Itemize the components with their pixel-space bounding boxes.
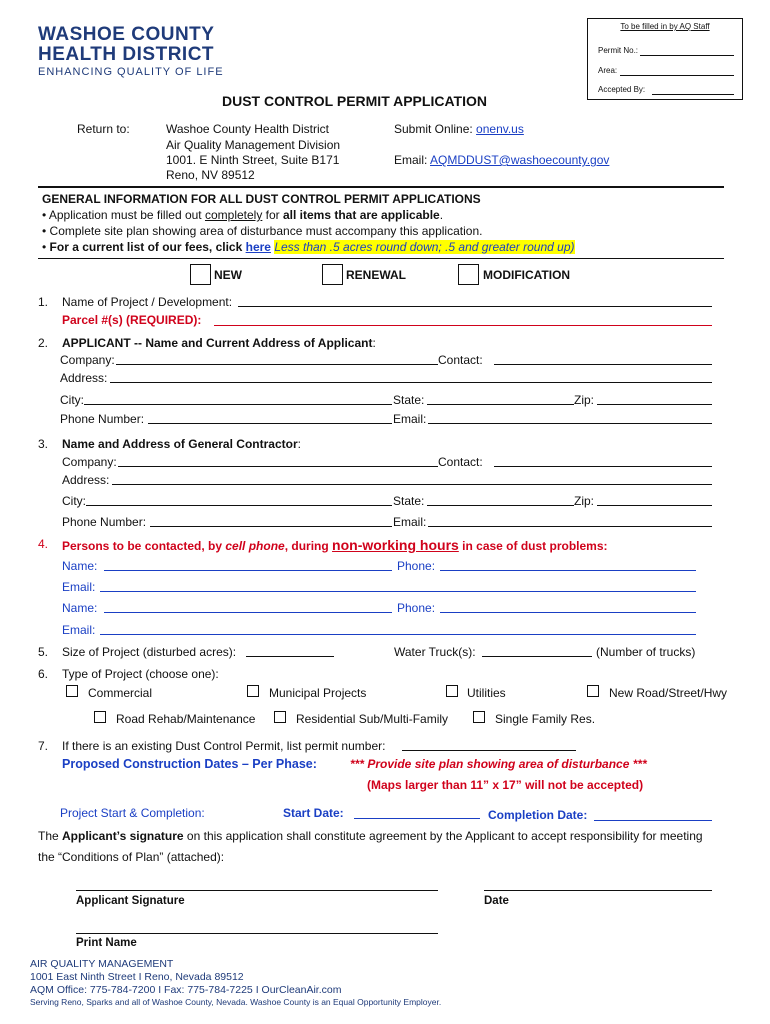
accepted-by-field[interactable] (652, 94, 734, 95)
existing-permit-label: If there is an existing Dust Control Permit, list permit number: (62, 739, 386, 753)
contractor-zip-label: Zip: (574, 494, 595, 508)
contact1-email-field[interactable] (100, 591, 696, 592)
new-label: NEW (214, 268, 242, 282)
applicant-state-label: State: (393, 393, 425, 407)
general-bullet3 (42, 240, 575, 254)
staff-box (587, 18, 743, 100)
existing-permit-field[interactable] (402, 750, 576, 751)
bullet3-text: For a current list of our fees, click (49, 240, 246, 254)
submit-online-label: Submit Online: (394, 122, 473, 136)
contractor-state-label: State: (393, 494, 425, 508)
item3-number: 3. (38, 437, 49, 451)
contractor-email-label: Email: (393, 515, 427, 529)
rounding-note: Less than .5 acres round down; .5 and greater round up) (274, 240, 575, 254)
applicant-signature-field[interactable] (76, 890, 438, 891)
general-bullet1 (42, 208, 443, 222)
contact1-phone-field[interactable] (440, 570, 696, 571)
contractor-address-field[interactable] (112, 484, 712, 485)
renewal-checkbox[interactable] (322, 264, 343, 285)
completion-date-field[interactable] (594, 820, 712, 821)
applicant-zip-label: Zip: (574, 393, 595, 407)
area-field[interactable] (620, 75, 734, 76)
footer-tagline: Serving Reno, Sparks and all of Washoe County, Nevada. Washoe County is an Equal Opportunity Employer. (30, 997, 442, 1007)
applicant-company-field[interactable] (116, 364, 438, 365)
date-label: Date (484, 895, 509, 907)
applicant-contact-field[interactable] (494, 364, 712, 365)
commercial-label: Commercial (88, 686, 153, 700)
water-truck-label: Water Truck(s): (394, 645, 476, 659)
bullet1-text-a: Application must be filled out (48, 208, 205, 222)
start-date-field[interactable] (354, 818, 480, 819)
applicant-heading-text: APPLICANT -- Name and Current Address of Applicant (62, 336, 373, 350)
bullet1-text-d: all items that are applicable (283, 208, 440, 222)
agreement-line1 (38, 829, 703, 843)
contractor-email-field[interactable] (428, 526, 712, 527)
project-start-label: Project Start & Completion: (60, 806, 205, 820)
applicant-company-label: Company: (60, 353, 115, 367)
project-size-field[interactable] (246, 656, 334, 657)
contact2-name-label: Name: (62, 601, 98, 615)
item7-number: 7. (38, 739, 49, 753)
applicant-email-field[interactable] (428, 423, 712, 424)
new-checkbox[interactable] (190, 264, 211, 285)
item1-number: 1. (38, 295, 49, 309)
utilities-checkbox[interactable] (446, 685, 458, 697)
contractor-city-field[interactable] (86, 505, 392, 506)
print-name-label: Print Name (76, 937, 137, 949)
permit-no-field[interactable] (640, 55, 734, 56)
submit-online (394, 122, 524, 136)
item2-number: 2. (38, 336, 49, 350)
contractor-contact-label: Contact: (438, 455, 483, 469)
staff-box-title: To be filled in by AQ Staff (620, 22, 710, 31)
bullet2-text: Complete site plan showing area of disturbance must accompany this application. (49, 224, 483, 238)
commercial-checkbox[interactable] (66, 685, 78, 697)
applicant-zip-field[interactable] (597, 404, 712, 405)
new-road-checkbox[interactable] (587, 685, 599, 697)
contractor-heading (62, 437, 301, 451)
contact1-phone-label: Phone: (397, 559, 436, 573)
logo-line1: WASHOE COUNTY (38, 24, 215, 45)
dust-contact-heading (62, 537, 608, 553)
site-plan-note: *** Provide site plan showing area of disturbance *** (350, 757, 647, 771)
contact1-name-label: Name: (62, 559, 98, 573)
contractor-zip-field[interactable] (597, 505, 712, 506)
renewal-label: RENEWAL (346, 268, 406, 282)
applicant-phone-label: Phone Number: (60, 412, 145, 426)
form-title: DUST CONTROL PERMIT APPLICATION (222, 93, 487, 109)
logo-line2: HEALTH DISTRICT (38, 44, 215, 65)
return-address-line4: Reno, NV 89512 (166, 168, 255, 182)
contractor-state-field[interactable] (427, 505, 574, 506)
residential-sub-checkbox[interactable] (274, 711, 286, 723)
bullet-icon: • (42, 240, 47, 254)
contractor-contact-field[interactable] (494, 466, 712, 467)
contractor-company-label: Company: (62, 455, 117, 469)
aqm-email-link[interactable]: AQMDDUST@washoecounty.gov (430, 153, 610, 167)
modification-checkbox[interactable] (458, 264, 479, 285)
footer-department: AIR QUALITY MANAGEMENT (30, 958, 174, 970)
general-bullet2 (42, 224, 482, 238)
bullet1-text-b: completely (204, 208, 263, 222)
parcel-label: Parcel #(s) (REQUIRED): (62, 313, 202, 327)
area-label: Area: (598, 66, 618, 75)
road-rehab-checkbox[interactable] (94, 711, 106, 723)
fees-link[interactable]: here (245, 240, 271, 254)
contractor-city-label: City: (62, 494, 86, 508)
contractor-phone-label: Phone Number: (62, 515, 147, 529)
completion-date-label: Completion Date: (488, 808, 588, 822)
applicant-phone-field[interactable] (148, 423, 392, 424)
modification-label: MODIFICATION (483, 268, 571, 282)
dust-contact-text-b: cell phone (225, 539, 285, 553)
print-name-field[interactable] (76, 933, 438, 934)
applicant-city-label: City: (60, 393, 84, 407)
agreement-text-b: Applicant’s signature (62, 829, 184, 843)
item4-number: 4. (38, 537, 49, 551)
contractor-heading-text: Name and Address of General Contractor (62, 437, 298, 451)
municipal-checkbox[interactable] (247, 685, 259, 697)
item5-number: 5. (38, 645, 49, 659)
general-heading: GENERAL INFORMATION FOR ALL DUST CONTROL PERMIT APPLICATIONS (42, 192, 481, 206)
agreement-text-a: The (38, 829, 63, 843)
accepted-by-label: Accepted By: (598, 85, 646, 94)
footer-phone: AQM Office: 775-784-7200 I Fax: 775-784-7225 I OurCleanAir.com (30, 984, 342, 996)
agreement-line2: the “Conditions of Plan” (attached): (38, 850, 225, 864)
bullet1-text-c: for (262, 208, 283, 222)
applicant-email-label: Email: (393, 412, 427, 426)
project-size-label: Size of Project (disturbed acres): (62, 645, 237, 659)
dust-contact-text-c: , during (284, 539, 333, 553)
maps-size-note: (Maps larger than 11” x 17” will not be accepted) (367, 778, 644, 792)
dust-contact-text-a: Persons to be contacted, by (62, 539, 226, 553)
applicant-address-label: Address: (60, 371, 108, 385)
dust-contact-text-e: in case of dust problems: (458, 539, 608, 553)
onenv-link[interactable]: onenv.us (476, 122, 524, 136)
applicant-address-field[interactable] (110, 382, 712, 383)
logo-tagline: ENHANCING QUALITY OF LIFE (38, 66, 224, 78)
single-family-checkbox[interactable] (473, 711, 485, 723)
contact2-phone-label: Phone: (397, 601, 436, 615)
applicant-heading-colon: : (372, 336, 376, 350)
contact2-phone-field[interactable] (440, 612, 696, 613)
municipal-label: Municipal Projects (269, 686, 367, 700)
bullet-icon: • (42, 208, 47, 222)
divider-general (38, 258, 724, 259)
applicant-contact-label: Contact: (438, 353, 483, 367)
date-field[interactable] (484, 890, 712, 891)
applicant-signature-label: Applicant Signature (76, 895, 185, 907)
contractor-phone-field[interactable] (150, 526, 392, 527)
project-name-field[interactable] (238, 306, 712, 307)
footer-address: 1001 East Ninth Street I Reno, Nevada 89512 (30, 971, 244, 983)
road-rehab-label: Road Rehab/Maintenance (116, 712, 256, 726)
parcel-field[interactable] (214, 325, 712, 326)
dust-contact-text-d: non-working hours (332, 537, 459, 553)
applicant-city-field[interactable] (84, 404, 392, 405)
email-contact (394, 153, 609, 167)
contact2-email-label: Email: (62, 623, 96, 637)
proposed-dates-label: Proposed Construction Dates – Per Phase: (62, 757, 317, 771)
bullet1-text-e: . (439, 208, 444, 222)
contractor-company-field[interactable] (118, 466, 438, 467)
start-date-label: Start Date: (283, 806, 344, 820)
contact1-name-field[interactable] (104, 570, 392, 571)
applicant-state-field[interactable] (427, 404, 574, 405)
water-truck-field[interactable] (482, 656, 592, 657)
agreement-text-c: on this application shall constitute agreement by the Applicant to accept responsibility for meeting (183, 829, 703, 843)
return-to-label: Return to: (77, 122, 130, 136)
contractor-address-label: Address: (62, 473, 110, 487)
utilities-label: Utilities (467, 686, 506, 700)
divider-top (38, 186, 724, 188)
applicant-heading (62, 336, 376, 350)
bullet-icon: • (42, 224, 47, 238)
project-name-label: Name of Project / Development: (62, 295, 233, 309)
email-contact-label: Email: (394, 153, 428, 167)
contact2-email-field[interactable] (100, 634, 696, 635)
return-address-line2: Air Quality Management Division (166, 138, 341, 152)
contact1-email-label: Email: (62, 580, 96, 594)
contact2-name-field[interactable] (104, 612, 392, 613)
new-road-label: New Road/Street/Hwy (609, 686, 728, 700)
water-truck-note: (Number of trucks) (596, 645, 696, 659)
item6-number: 6. (38, 667, 49, 681)
single-family-label: Single Family Res. (495, 712, 596, 726)
contractor-heading-colon: : (297, 437, 301, 451)
return-address-line3: 1001. E Ninth Street, Suite B171 (166, 153, 340, 167)
permit-no-label: Permit No.: (598, 46, 639, 55)
project-type-label: Type of Project (choose one): (62, 667, 219, 681)
residential-sub-label: Residential Sub/Multi-Family (296, 712, 449, 726)
return-address-line1: Washoe County Health District (166, 122, 329, 136)
